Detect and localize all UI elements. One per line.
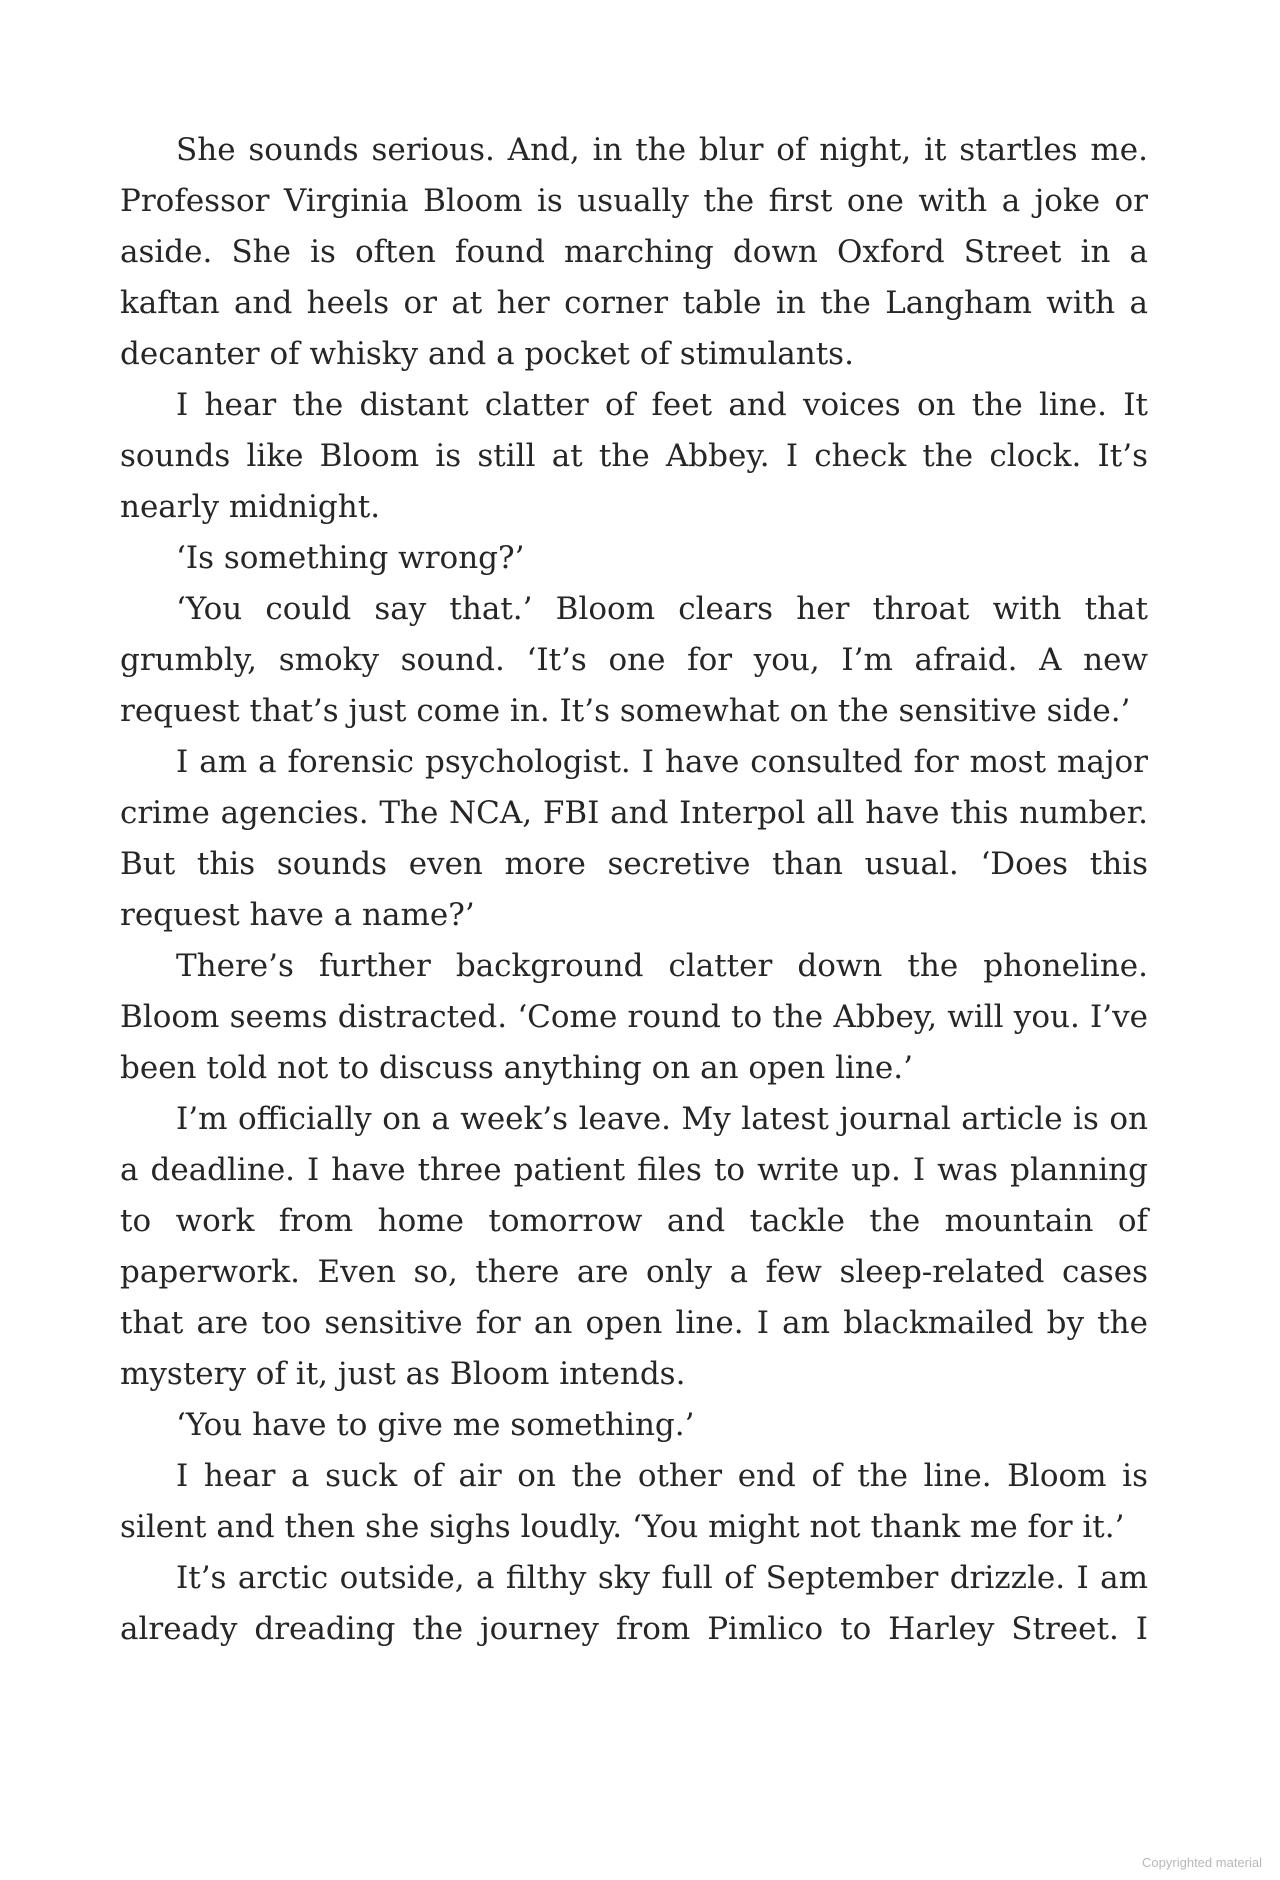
- paragraph-7: I’m officially on a week’s leave. My latest journal article is on a deadline. I have three patient files to write up. I was planning to work from home tomorrow and tackle the mountain of paperwork. Even so, there are only a few sleep-related cases that are too sensitive for an open line. I am blackmailed by the mystery of it, just as Bloom intends.: [120, 1101, 1148, 1392]
- paragraph-2: I hear the distant clatter of feet and voices on the line. It sounds like Bloom is still at the Abbey. I check the clock. It’s nearly midnight.: [120, 387, 1148, 525]
- paragraph-10: It’s arctic outside, a filthy sky full of September drizzle. I am already dreading the journey from Pimlico to Harley Street. I: [120, 1560, 1148, 1647]
- paragraph-6: There’s further background clatter down the phoneline. Bloom seems distracted. ‘Come round to the Abbey, will you. I’ve been told not to discuss anything on an open line.’: [120, 948, 1148, 1086]
- paragraph-9: I hear a suck of air on the other end of the line. Bloom is silent and then she sighs loudly. ‘You might not thank me for it.’: [120, 1458, 1148, 1545]
- paragraph-5: I am a forensic psychologist. I have consulted for most major crime agencies. The NCA, FBI and Interpol all have this number. But this sounds even more secretive than usual. ‘Does this request have a name?’: [120, 744, 1148, 933]
- copyright-watermark: Copyrighted material: [1142, 1855, 1262, 1870]
- book-page-body: [120, 125, 1148, 1655]
- paragraph-1: She sounds serious. And, in the blur of night, it startles me. Professor Virginia Bloom is usually the first one with a joke or aside. She is often found marching down Oxford Street in a kaftan and heels or at her corner table in the Langham with a decanter of whisky and a pocket of stimulants.: [120, 132, 1148, 372]
- paragraph-4: ‘You could say that.’ Bloom clears her throat with that grumbly, smoky sound. ‘It’s one for you, I’m afraid. A new request that’s just come in. It’s somewhat on the sensitive side.’: [120, 591, 1148, 729]
- paragraph-3: ‘Is something wrong?’: [176, 540, 525, 576]
- paragraph-8: ‘You have to give me something.’: [176, 1407, 695, 1443]
